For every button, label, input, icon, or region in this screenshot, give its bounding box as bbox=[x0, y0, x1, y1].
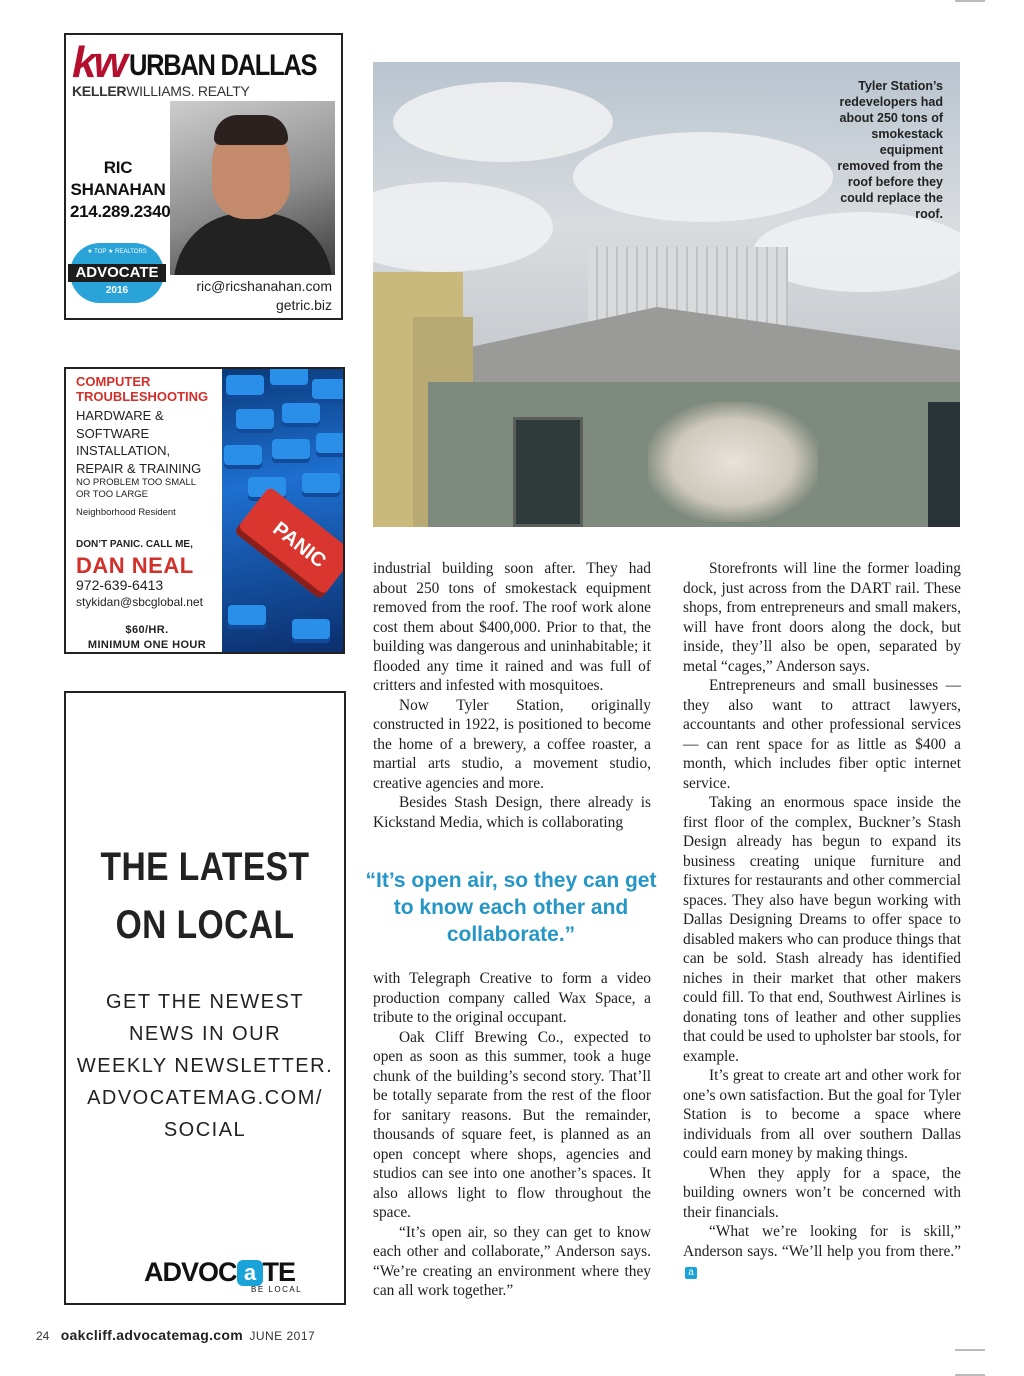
paragraph-text: “What we’re looking for is skill,” Anderson says. “We’ll help you from there.” bbox=[683, 1223, 961, 1260]
cloud bbox=[573, 132, 833, 222]
kw-logo: kw bbox=[72, 38, 125, 87]
newsletter-ad-body bbox=[66, 986, 344, 1146]
keyboard-key bbox=[316, 433, 345, 457]
paragraph: Taking an enormous space inside the first floor of the complex, Buckner’s Stash Design already has begun to expand its business creating unique furniture and fixtures for restaurants and other commercial spaces. They also have begun working with Dallas Designing Dreams to offer space to disabled makers who can produce things that can be sold. Stash already has identified niches in their market that other makers could fill. To that end, Southwest Airlines is donating tons of leather and other supplies that could be used to upholster bar stools, for example. bbox=[683, 794, 961, 1065]
paragraph bbox=[683, 1222, 961, 1281]
service-item: INSTALLATION, bbox=[76, 443, 171, 458]
footer-site: oakcliff.advocatemag.com bbox=[60, 1327, 243, 1343]
logo-text: TE bbox=[262, 1257, 296, 1287]
newsletter-ad-title bbox=[88, 838, 322, 954]
paragraph: “It’s open air, so they can get to know each other and collaborate,” Anderson says. “We’re creating an environment where they can all work together.” bbox=[373, 1223, 651, 1299]
paragraph: Besides Stash Design, there already is Kickstand Media, which is collaborating bbox=[373, 794, 651, 831]
small-line: OR TOO LARGE bbox=[76, 489, 148, 500]
end-mark-icon: a bbox=[685, 1267, 697, 1279]
advocate-tagline: BE LOCAL bbox=[251, 1285, 303, 1294]
paragraph: Entrepreneurs and small businesses — they also want to attract lawyers, accountants and other professional services — can rent space for as little as $400 a month, which includes fiber optic internet service. bbox=[683, 677, 961, 792]
photo-caption: Tyler Station’s redevelopers had about 250 tons of smokestack equipment removed from the roof before they could replace the roof. bbox=[837, 79, 943, 221]
realtor-portrait bbox=[170, 101, 335, 275]
subtitle-bold: KELLER bbox=[72, 83, 127, 99]
keyboard-key bbox=[302, 473, 340, 497]
paragraph: with Telegraph Creative to form a video production company called Wax Space, a tribute to the original occupant. bbox=[373, 970, 651, 1026]
title-line: THE LATEST bbox=[100, 845, 310, 889]
portrait-hair bbox=[214, 115, 288, 145]
rate-minimum: MINIMUM ONE HOUR bbox=[87, 639, 207, 651]
no-problem-text bbox=[76, 477, 196, 501]
realtor-ad bbox=[64, 33, 343, 320]
crop-mark bbox=[955, 0, 985, 2]
service-item: HARDWARE & bbox=[76, 408, 164, 423]
badge-brand: ADVOCATE bbox=[68, 264, 166, 282]
realtor-name bbox=[70, 157, 171, 223]
paragraph: Storefronts will line the former loading dock, just across from the DART rail. These shops, from entrepreneurs and small makers, will have front doors along the dock, but inside, they’ll also be open, separated by metal “cages,” Anderson says. bbox=[683, 560, 961, 675]
badge-top-text: ★ TOP ★ REALTORS bbox=[87, 249, 147, 255]
paragraph: It’s great to create art and other work for one’s own satisfaction. But the goal for Tyler Station is to become a space where individuals from all over southern Dallas could earn money by making things. bbox=[683, 1067, 961, 1162]
article-column-2 bbox=[683, 559, 961, 1281]
realtor-phone: 214.289.2340 bbox=[70, 202, 171, 221]
realtor-first-name: RIC bbox=[103, 158, 133, 177]
keyboard-key bbox=[312, 379, 345, 403]
keyboard-key bbox=[228, 605, 266, 629]
rate-text bbox=[76, 623, 218, 653]
cloud bbox=[393, 82, 613, 162]
paragraph: When they apply for a space, the building owners won’t be concerned with their financials. bbox=[683, 1164, 961, 1221]
body-line: WEEKLY NEWSLETTER. bbox=[76, 1055, 334, 1077]
footer-date: JUNE 2017 bbox=[249, 1329, 316, 1343]
window bbox=[928, 402, 960, 527]
contact-name: DAN NEAL bbox=[76, 553, 194, 578]
keyboard-key bbox=[282, 403, 320, 427]
title-line: ON LOCAL bbox=[115, 903, 295, 947]
computer-ad bbox=[64, 367, 345, 654]
keyboard-image bbox=[222, 369, 345, 652]
contact-phone: 972-639-6413 bbox=[76, 577, 164, 593]
page-footer bbox=[36, 1327, 315, 1343]
faded-mural bbox=[648, 402, 818, 522]
article-column-1-top bbox=[373, 559, 651, 832]
panic-key-label: PANIC bbox=[268, 517, 331, 573]
services-list bbox=[76, 407, 201, 477]
keyboard-key bbox=[292, 619, 330, 643]
logo-text: ADVOC bbox=[144, 1257, 237, 1287]
cloud bbox=[373, 182, 553, 272]
paragraph: Now Tyler Station, originally constructed in 1922, is positioned to become the home of a brewery, a coffee roaster, a martial arts studio, a movement studio, creative agencies and more. bbox=[373, 696, 651, 792]
keyboard-key bbox=[270, 369, 308, 389]
body-line: NEWS IN OUR bbox=[128, 1023, 282, 1045]
realtor-website: getric.biz bbox=[275, 297, 332, 313]
headline-line: COMPUTER bbox=[76, 374, 151, 389]
realtor-email: ric@ricshanahan.com bbox=[196, 278, 332, 294]
window bbox=[513, 417, 583, 527]
article-column-1-bottom bbox=[373, 969, 651, 1301]
top-realtors-badge bbox=[70, 243, 164, 303]
pull-quote: “It’s open air, so they can get to know each other and collaborate.” bbox=[365, 869, 657, 946]
small-line: NO PROBLEM TOO SMALL bbox=[76, 477, 197, 488]
page-number: 24 bbox=[36, 1329, 50, 1343]
realtor-ad-header bbox=[72, 38, 343, 87]
paragraph: Oak Cliff Brewing Co., expected to open as soon as this summer, took a huge chunk of the building’s second story. That’ll be totally separate from the rest of the floor for sanitary reasons. But the remainder, thousands of square feet, is planned as an open concept where shops, agencies and studios can see into one another’s spaces. It also allows light to flow throughout the space. bbox=[373, 1028, 651, 1221]
service-item: SOFTWARE bbox=[76, 425, 150, 441]
keyboard-key bbox=[224, 445, 262, 469]
advocate-logo bbox=[144, 1257, 295, 1287]
keyboard-key bbox=[236, 409, 274, 433]
logo-a-icon: a bbox=[237, 1260, 263, 1286]
body-line: GET THE NEWEST bbox=[105, 991, 305, 1013]
paragraph: industrial building soon after. They had about 250 tons of smokestack equipment removed from the roof. The roof work alone cost them about $400,000. Prior to that, the building was dangerous and uninhabitable; it flooded any time it rained and was full of critters and infested with mosquitoes. bbox=[373, 560, 651, 694]
service-item: REPAIR & TRAINING bbox=[76, 460, 202, 476]
subtitle-rest: WILLIAMS. REALTY bbox=[126, 83, 250, 99]
crop-mark bbox=[955, 1349, 985, 1351]
keyboard-key bbox=[272, 439, 310, 463]
portrait-body bbox=[174, 213, 332, 275]
headline-line: TROUBLESHOOTING bbox=[76, 389, 209, 404]
badge-year: 2016 bbox=[105, 285, 129, 296]
body-line: SOCIAL bbox=[163, 1119, 247, 1141]
realtor-ad-title: URBAN DALLAS bbox=[128, 49, 316, 82]
computer-ad-headline bbox=[76, 374, 208, 404]
neighborhood-resident: Neighborhood Resident bbox=[76, 507, 176, 518]
contact-email: stykidan@sbcglobal.net bbox=[76, 595, 203, 609]
realtor-ad-subtitle bbox=[72, 83, 250, 99]
realtor-last-name: SHANAHAN bbox=[70, 180, 166, 199]
newsletter-ad bbox=[64, 691, 346, 1305]
dont-panic-text: DON’T PANIC. CALL ME, bbox=[76, 539, 193, 550]
keyboard-key bbox=[226, 375, 264, 399]
body-line: ADVOCATEMAG.COM/ bbox=[87, 1087, 323, 1109]
rate-price: $60/HR. bbox=[125, 624, 169, 636]
